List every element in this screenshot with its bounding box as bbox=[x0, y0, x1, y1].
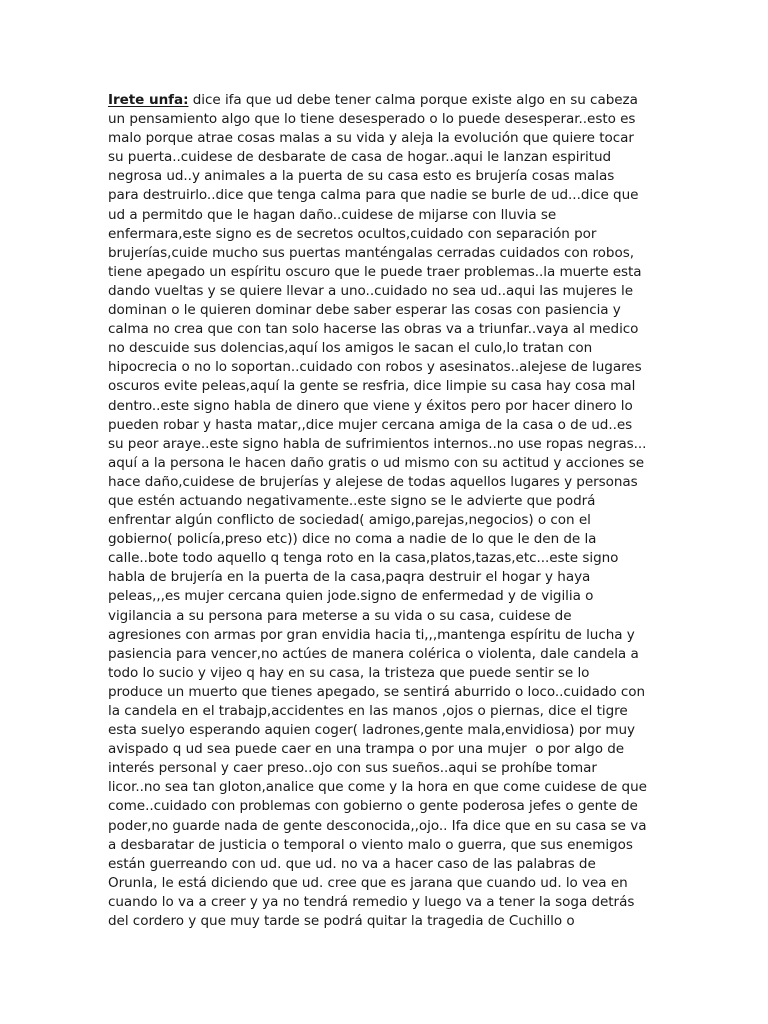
text-line: pasiencia para vencer,no actúes de manera colérica o violenta, dale candela a bbox=[108, 645, 639, 662]
text-line: la candela en el trabajp,accidentes en las manos ,ojos o piernas, dice el tigre bbox=[108, 703, 628, 719]
text-line: vigilancia a su persona para meterse a su vida o su casa, cuidese de bbox=[108, 607, 572, 624]
text-line: dentro..este signo habla de dinero que viene y éxitos pero por hacer dinero lo bbox=[108, 397, 633, 414]
text-line: Orunla, le está diciendo que ud. cree que es jarana que cuando ud. lo vea en bbox=[108, 874, 628, 891]
section-heading: Irete unfa: bbox=[108, 92, 189, 108]
text-line: aquí a la persona le hacen daño gratis o ud mismo con su actitud y acciones se bbox=[108, 454, 644, 471]
text-line: habla de brujería en la puerta de la casa,paqra destruir el hogar y haya bbox=[108, 569, 591, 586]
text-line: calma no crea que con tan solo hacerse las obras va a triunfar..vaya al medico bbox=[108, 321, 639, 338]
text-line: que estén actuando negativamente..este signo se le advierte que podrá bbox=[108, 492, 596, 509]
text-line: produce un muerto que tienes apegado, se sentirá aburrido o loco..cuidado con bbox=[108, 683, 646, 700]
text-line: come..cuidado con problemas con gobierno o gente poderosa jefes o gente de bbox=[108, 798, 638, 815]
document-text bbox=[108, 91, 668, 931]
text-line: peleas,,,es mujer cercana quien jode.signo de enfermedad y de vigilia o bbox=[108, 588, 594, 605]
text-line: enfermara,este signo es de secretos ocultos,cuidado con separación por bbox=[108, 225, 597, 242]
text-line: tiene apegado un espíritu oscuro que le puede traer problemas..la muerte esta bbox=[108, 263, 642, 280]
text-line: avispado q ud sea puede caer en una trampa o por una mujer o por algo de bbox=[108, 741, 625, 758]
text-line: enfrentar algún conflicto de sociedad( amigo,parejas,negocios) o con el bbox=[108, 512, 591, 529]
text-line bbox=[108, 91, 668, 110]
text-line: agresiones con armas por gran envidia hacia ti,,,mantenga espíritu de lucha y bbox=[108, 626, 635, 643]
text-line: están guerreando con ud. que ud. no va a hacer caso de las palabras de bbox=[108, 855, 596, 872]
text-line: licor..no sea tan gloton,analice que come y la hora en que come cuidese de que bbox=[108, 779, 647, 796]
text-line: a desbaratar de justicia o temporal o viento malo o guerra, que sus enemigos bbox=[108, 836, 633, 853]
text-line: interés personal y caer preso..ojo con sus sueños..aqui se prohíbe tomar bbox=[108, 760, 597, 777]
text-line: oscuros evite peleas,aquí la gente se resfria, dice limpie su casa hay cosa mal bbox=[108, 378, 636, 395]
text-line: pueden robar y hasta matar,,dice mujer cercana amiga de la casa o de ud..es bbox=[108, 416, 633, 433]
text-line: esta suelyo esperando aquien coger( ladrones,gente mala,envidiosa) por muy bbox=[108, 722, 635, 739]
text-line: dando vueltas y se quiere llevar a uno..cuidado no sea ud..aqui las mujeres le bbox=[108, 282, 633, 299]
text-line: no descuide sus dolencias,aquí los amigos le sacan el culo,lo tratan con bbox=[108, 340, 593, 357]
text-line: calle..bote todo aquello q tenga roto en la casa,platos,tazas,etc...este signo bbox=[108, 550, 619, 567]
text-line: hace daño,cuidese de brujerías y alejese de todas aquellos lugares y personas bbox=[108, 473, 638, 490]
text-line: ud a permitdo que le hagan daño..cuidese de mijarse con lluvia se bbox=[108, 206, 557, 223]
text-line: para destruirlo..dice que tenga calma para que nadie se burle de ud...dice que bbox=[108, 187, 639, 204]
text-line: malo porque atrae cosas malas a su vida y aleja la evolución que quiere tocar bbox=[108, 130, 634, 147]
text-line: hipocrecia o no lo soportan..cuidado con robos y asesinatos..alejese de lugares bbox=[108, 359, 642, 376]
text-line: poder,no guarde nada de gente desconocida,,ojo.. Ifa dice que en su casa se va bbox=[108, 817, 647, 834]
text-line: dominan o le quieren dominar debe saber esperar las cosas con pasiencia y bbox=[108, 302, 621, 319]
text-line: cuando lo va a creer y ya no tendrá remedio y luego va a tener la soga detrás bbox=[108, 893, 635, 910]
text-line: todo lo sucio y vijeo q hay en su casa, la tristeza que puede sentir se lo bbox=[108, 664, 590, 681]
text-line: su puerta..cuidese de desbarate de casa de hogar..aqui le lanzan espiritud bbox=[108, 149, 612, 166]
first-line-text: dice ifa que ud debe tener calma porque existe algo en su cabeza bbox=[188, 92, 638, 108]
text-line: su peor araye..este signo habla de sufrimientos internos..no use ropas negras... bbox=[108, 435, 647, 452]
text-line: del cordero y que muy tarde se podrá quitar la tragedia de Cuchillo o bbox=[108, 913, 575, 930]
text-line: negrosa ud..y animales a la puerta de su casa esto es brujería cosas malas bbox=[108, 168, 615, 185]
text-line: brujerías,cuide mucho sus puertas manténgalas cerradas cuidados con robos, bbox=[108, 244, 634, 261]
text-line: gobierno( policía,preso etc)) dice no coma a nadie de lo que le den de la bbox=[108, 531, 597, 548]
text-line: un pensamiento algo que lo tiene desesperado o lo puede desesperar..esto es bbox=[108, 111, 636, 128]
